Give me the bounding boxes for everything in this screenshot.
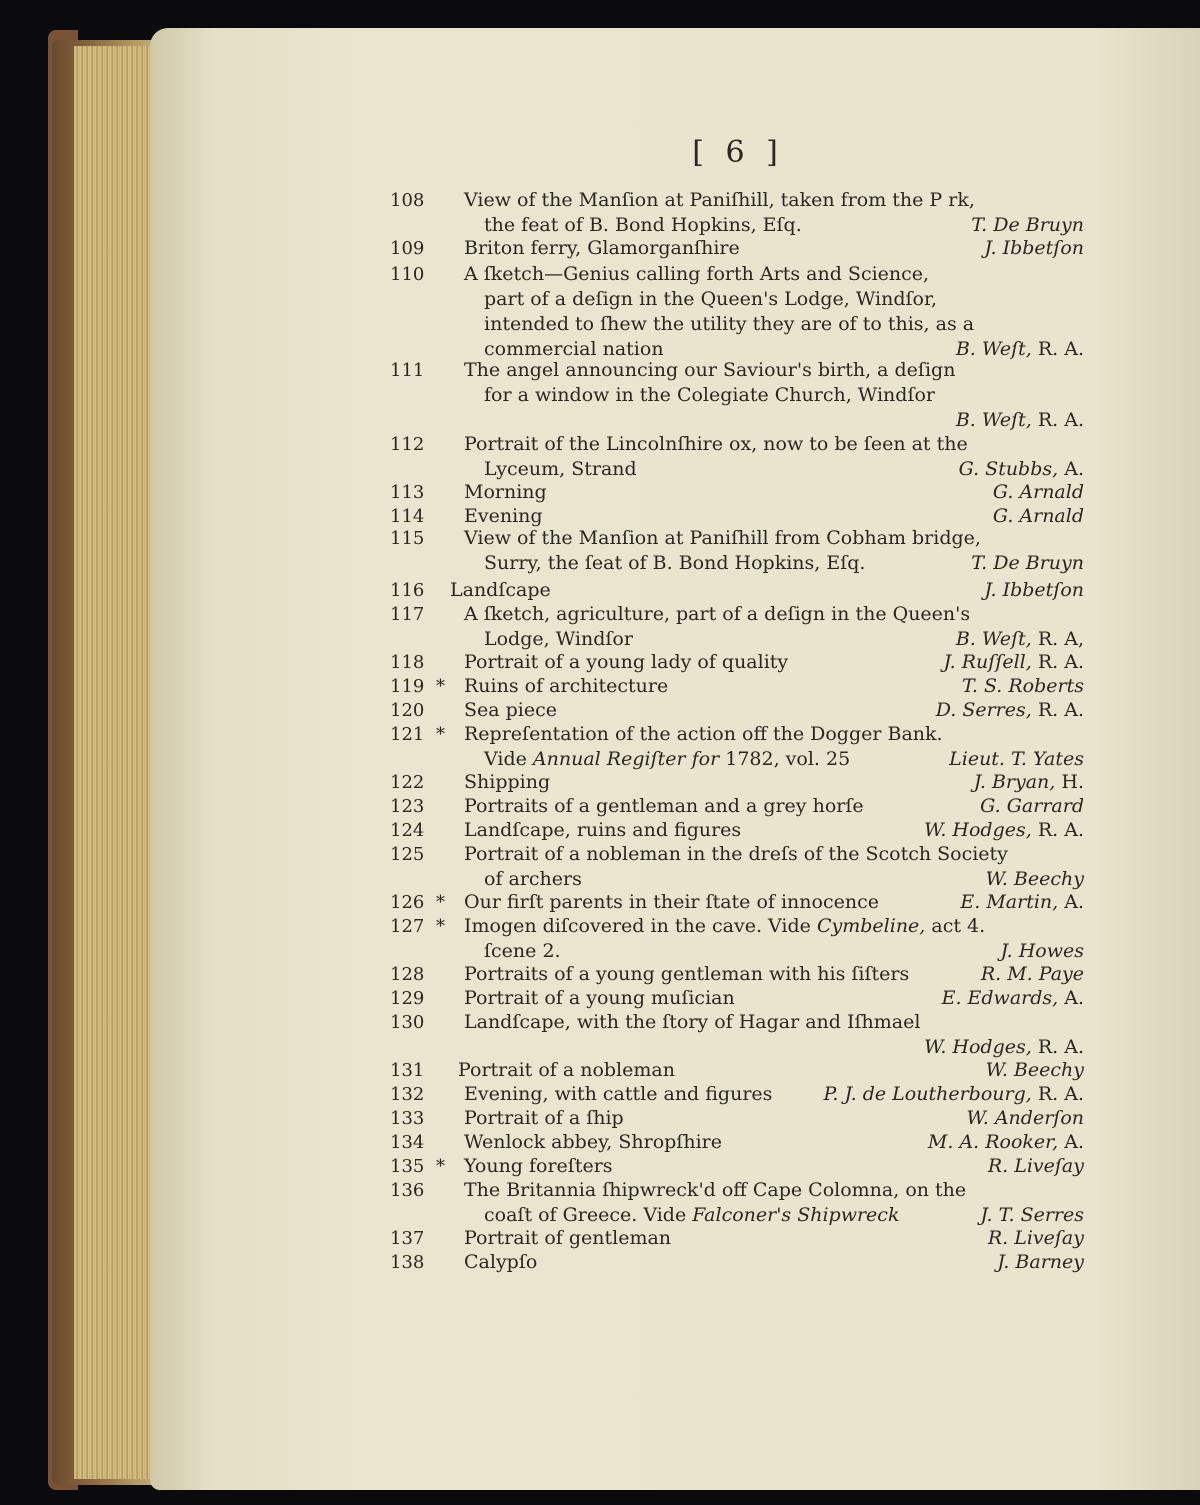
artist-name [993,480,1084,505]
entry-number: 128 [390,964,425,985]
catalogue-entry [0,1106,1100,1131]
catalogue-entry [0,842,1100,892]
academy-suffix: H. [1061,771,1084,793]
entry-title-line: Portrait of a nobleman [458,1059,675,1081]
entry-title-line: Portraits of a young gentleman with his ſiſters [464,963,910,985]
entry-line [0,986,1100,1011]
entry-title-text [464,794,864,819]
entry-title-line: Sea piece [464,699,557,721]
catalogue-entry [0,1226,1100,1251]
entry-number: 132 [390,1084,425,1105]
entry-number: 108 [390,190,425,211]
artist-name [997,1250,1084,1275]
academy-suffix: A. [1064,458,1084,480]
entry-title-line: The angel announcing our Saviour's birth, a deſign [464,359,956,381]
entry-title-text [464,188,975,213]
entry-title-text [464,236,740,261]
entry-number: 129 [390,988,425,1009]
entry-title-line: Lodge, Windſor [484,628,633,650]
entry-title-line: Young foreſters [464,1155,613,1177]
entry-number: 134 [390,1132,425,1153]
artist-name [984,236,1084,261]
catalogue-entry [0,262,1100,362]
entry-title-line: Calypſo [464,1251,538,1273]
entry-number: 138 [390,1252,425,1273]
entry-title-line: Morning [464,481,547,503]
artist-name-text: W. Hodges, [924,1036,1032,1058]
academy-suffix: R. A. [1037,819,1084,841]
entry-line [0,1154,1100,1179]
entry-title-line: coaſt of Greece. Vide [484,1204,687,1226]
entry-number: 125 [390,844,425,865]
entry-title-line: Portraits of a gentleman and a grey horſe [464,795,864,817]
entry-number: 120 [390,700,425,721]
entry-title-line: View of the Manſion at Paniſhill, taken from the P rk, [464,189,975,211]
entry-line [0,674,1100,699]
vide-reference: Annual Regiſter for [532,748,720,770]
entry-number: 135 [390,1156,425,1177]
entry-title-line: Landſcape, with the ſtory of Hagar and Iſhmael [464,1011,921,1033]
academy-suffix: R. A. [1037,699,1084,721]
entry-title-text [464,650,788,675]
artist-name-text: W. Beechy [985,868,1084,890]
academy-suffix: A. [1064,987,1084,1009]
entry-title-text [464,526,981,551]
catalogue-entry [0,794,1100,819]
entry-title-line: intended to ſhew the utility they are of to this, as a [484,313,975,335]
artist-name [928,1130,1084,1155]
artist-name-text: G. Stubbs, [958,458,1059,480]
artist-name [960,890,1084,915]
entry-line [0,939,1100,964]
artist-name-text: M. A. Rooker, [927,1131,1059,1153]
catalogue-entry [0,986,1100,1011]
artist-name-text: B. Weſt, [955,409,1032,431]
entry-line [0,236,1100,261]
artist-name-text: G. Arnald [992,505,1084,527]
entry-line [0,770,1100,795]
entry-title-line: for a window in the Colegiate Church, Windſor [484,384,936,406]
entry-number: 130 [390,1012,425,1033]
artist-name-text: Lieut. T. Yates [949,748,1084,770]
vide-detail: 1782, vol. 25 [725,748,851,770]
catalogue-entry [0,1154,1100,1179]
entry-title-text [464,1106,624,1131]
artist-name-text: W. Hodges, [924,819,1032,841]
entry-line [0,358,1100,383]
entry-title-text [464,890,879,915]
artist-name [984,578,1084,603]
entry-title-text [464,1178,966,1203]
artist-name [986,867,1084,892]
academy-suffix: R. A. [1037,1036,1084,1058]
new-work-star: * [436,676,445,697]
artist-name [981,962,1084,987]
artist-name-text: R. Liveſay [987,1155,1084,1177]
entry-title-line: Portrait of a ſhip [464,1107,624,1129]
entry-line [0,962,1100,987]
entry-title-text [484,457,637,482]
entry-title-text [450,578,551,603]
entry-title-line: View of the Manſion at Paniſhill from Cobham bridge, [464,527,981,549]
academy-suffix: A. [1064,891,1084,913]
entry-number: 110 [390,264,425,285]
entry-title-text [484,1203,899,1228]
entry-number: 119 [390,676,425,697]
entry-line [0,1010,1100,1035]
entry-number: 131 [390,1060,425,1081]
entry-line [0,698,1100,723]
entry-line [0,383,1100,408]
artist-name-text: R. M. Paye [980,963,1084,985]
entry-title-line: the feat of B. Bond Hopkins, Eſq. [484,214,802,236]
entry-title-line: Lyceum, Strand [484,458,637,480]
artist-name-text: B. Weſt, [955,628,1032,650]
catalogue-entry [0,1010,1100,1060]
artist-name-text: G. Garrard [980,795,1084,817]
entry-line [0,1203,1100,1228]
entry-title-line: Wenlock abbey, Shropſhire [464,1131,722,1153]
entry-title-line: Our firſt parents in their ſtate of innocence [464,891,879,913]
artist-name [967,1106,1084,1131]
entry-number: 117 [390,604,425,625]
entry-title-text [464,722,943,747]
entry-title-line: Repreſentation of the action off the Dogger Bank. [464,723,943,745]
entry-number: 136 [390,1180,425,1201]
entry-title-line: Portrait of a young lady of quality [464,651,789,673]
catalogue-entry [0,432,1100,482]
entry-title-text [464,962,909,987]
entry-number: 122 [390,772,425,793]
entry-title-line: Portrait of gentleman [464,1227,672,1249]
entry-title-line: Surry, the ſeat of B. Bond Hopkins, Eſq. [484,552,866,574]
entry-title-text [464,674,668,699]
artist-name-text: D. Serres, [935,699,1032,721]
catalogue-entry [0,188,1100,238]
artist-name [980,794,1084,819]
entry-title-line: A ſketch, agriculture, part of a deſign in the Queen's [464,603,971,625]
entry-number: 133 [390,1108,425,1129]
entry-line [0,457,1100,482]
academy-suffix: R. A. [1037,1083,1084,1105]
artist-name [942,986,1084,1011]
artist-name-text: J. Ibbetſon [984,237,1084,259]
academy-suffix: R. A, [1037,628,1084,650]
entry-title-text [484,383,935,408]
entry-title-text [464,262,929,287]
entry-title-text [458,1058,675,1083]
entry-line [0,1035,1100,1060]
entry-number: 126 [390,892,425,913]
artist-name-text: B. Weſt, [955,338,1032,360]
entry-line [0,213,1100,238]
entry-title-text [464,986,735,1011]
artist-name [959,457,1084,482]
entry-title-line: Ruins of architecture [464,675,669,697]
catalogue-entry [0,674,1100,699]
artist-name [988,1154,1084,1179]
entry-number: 111 [390,360,425,381]
page-folio: [ 6 ] [692,135,784,170]
artist-name-text: J. T. Serres [980,1204,1084,1226]
entry-title-text [484,747,850,772]
entry-title-line: Imogen diſcovered in the cave. Vide [464,915,811,937]
catalogue-entry [0,1082,1100,1107]
catalogue-entry [0,698,1100,723]
entry-title-line: Portrait of the Lincolnſhire ox, now to be ſeen at the [464,433,968,455]
new-work-star: * [436,892,445,913]
catalogue-entry [0,602,1100,652]
academy-suffix: R. A. [1037,338,1084,360]
entry-title-line: Portrait of a young muſician [464,987,735,1009]
new-work-star: * [436,1156,445,1177]
catalogue-entry [0,770,1100,795]
artist-name: J. Howes [1000,940,1084,962]
catalogue-entry [0,578,1100,603]
entry-title-text [484,213,802,238]
artist-name-text: J. Bryan, [973,771,1056,793]
artist-name-text: W. Beechy [985,1059,1084,1081]
catalogue-entry [0,650,1100,675]
entry-title-text [464,818,741,843]
entry-title-line: Briton ferry, Glamorganſhire [464,237,740,259]
artist-name [971,213,1084,238]
catalogue-entry [0,1058,1100,1083]
artist-name [962,674,1084,699]
artist-name [988,1226,1084,1251]
entry-number: 121 [390,724,425,745]
artist-name-text: T. De Bruyn [971,552,1084,574]
entry-line [0,890,1100,915]
entry-title-line: Landſcape [450,579,551,601]
entry-line [0,408,1100,433]
entry-line [0,432,1100,457]
artist-name [944,650,1084,675]
entry-title-text [484,551,865,576]
entry-line [0,1226,1100,1251]
catalogue-entry [0,1250,1100,1275]
entry-line [0,1250,1100,1275]
artist-name-text: G. Arnald [992,481,1084,503]
entry-line [0,1106,1100,1131]
entry-line [0,842,1100,867]
entry-number: 109 [390,238,425,259]
artist-name [924,818,1084,843]
entry-number: 112 [390,434,425,455]
academy-suffix: R. A. [1037,651,1084,673]
entry-number: 123 [390,796,425,817]
entry-line [0,262,1100,287]
entry-title-line: of archers [484,868,582,890]
entry-line [0,1130,1100,1155]
entry-title-text [464,914,985,939]
artist-name-text: E. Edwards, [941,987,1059,1009]
entry-title-text [464,1154,613,1179]
entry-title-text [464,1082,772,1107]
artist-name-text: J. Ibbetſon [984,579,1084,601]
entry-line [0,1082,1100,1107]
artist-name [980,1203,1084,1228]
entry-number: 116 [390,580,425,601]
entry-title-line: part of a deſign in the Queen's Lodge, Windſor, [484,288,938,310]
entry-line [0,650,1100,675]
entry-line [0,867,1100,892]
entry-title-text [464,1226,671,1251]
entry-title-line: commercial nation [484,338,664,360]
new-work-star: * [436,916,445,937]
artist-name [974,770,1084,795]
entry-title-text [464,432,968,457]
artist-name-text: P. J. de Loutherbourg, [823,1083,1032,1105]
artist-name-text: R. Liveſay [987,1227,1084,1249]
artist-name-text: T. De Bruyn [971,214,1084,236]
vide-reference: Falconer's Shipwreck [692,1204,900,1226]
artist-name [936,698,1084,723]
entry-line [0,526,1100,551]
entry-title-text [484,312,974,337]
entry-title-line: Portrait of a nobleman in the dreſs of the Scotch Society [464,843,1008,865]
entry-title-text [464,842,1008,867]
academy-suffix: A. [1064,1131,1084,1153]
entry-line [0,312,1100,337]
entry-line [0,914,1100,939]
artist-name [949,747,1084,772]
entry-line [0,818,1100,843]
catalogue-entry [0,526,1100,576]
catalogue-entry [0,722,1100,772]
artist-name-text: T. S. Roberts [962,675,1084,697]
vide-reference: Cymbeline, [816,915,926,937]
artist-name-text: J. Ruſſell, [943,651,1032,673]
entry-title-text [484,627,633,652]
catalogue-entry [0,1178,1100,1228]
entry-line [0,188,1100,213]
entry-line [0,627,1100,652]
entry-title-text [484,867,582,892]
entry-title-text [464,698,557,723]
entry-line [0,1178,1100,1203]
entry-title-line: Shipping [464,771,551,793]
entry-line [0,602,1100,627]
entry-title-text [464,1130,722,1155]
artist-name-text: E. Martin, [960,891,1059,913]
entry-number: 113 [390,482,425,503]
entry-title-line: Vide [484,748,527,770]
entry-line [0,578,1100,603]
entry-title-text [464,480,547,505]
entry-line [0,480,1100,505]
entry-number: 115 [390,528,425,549]
entry-number: 124 [390,820,425,841]
artist-name [971,551,1084,576]
entry-title-text [484,287,937,312]
artist-name [924,1035,1084,1060]
entry-line [0,794,1100,819]
catalogue-entry [0,480,1100,505]
catalogue-entry [0,914,1100,964]
artist-name [956,627,1084,652]
catalogue-entry [0,818,1100,843]
entry-line [0,287,1100,312]
entry-title-text [464,770,550,795]
entry-number: 137 [390,1228,425,1249]
artist-name [956,408,1084,433]
entry-title-line: Evening, with cattle and figures [464,1083,773,1105]
entry-title-text [464,602,970,627]
entry-title-line: ſcene 2. [484,940,561,962]
catalogue-entry [0,962,1100,987]
catalogue-entry [0,236,1100,261]
artist-name [824,1082,1085,1107]
vide-detail: act 4. [931,915,986,937]
new-work-star: * [436,724,445,745]
entry-title-text [464,1250,537,1275]
catalogue-entry [0,1130,1100,1155]
entry-title-text [464,358,955,383]
entry-title-line: Landſcape, ruins and figures [464,819,742,841]
entry-title-line: A ſketch—Genius calling forth Arts and Science, [464,263,930,285]
artist-name-text: W. Anderſon [966,1107,1084,1129]
entry-line [0,1058,1100,1083]
catalogue-entry [0,890,1100,915]
entry-line [0,722,1100,747]
artist-name [986,1058,1084,1083]
entry-line [0,551,1100,576]
entry-number: 127 [390,916,425,937]
academy-suffix: R. A. [1037,409,1084,431]
entry-title-text [464,1010,920,1035]
entry-line [0,747,1100,772]
entry-title-line: Evening [464,505,543,527]
entry-number: 118 [390,652,425,673]
artist-name-text: J. Barney [997,1251,1084,1273]
catalogue-entry [0,358,1100,433]
entry-number: 114 [390,506,425,527]
entry-title-line: The Britannia ſhipwreck'd off Cape Colomna, on the [464,1179,967,1201]
